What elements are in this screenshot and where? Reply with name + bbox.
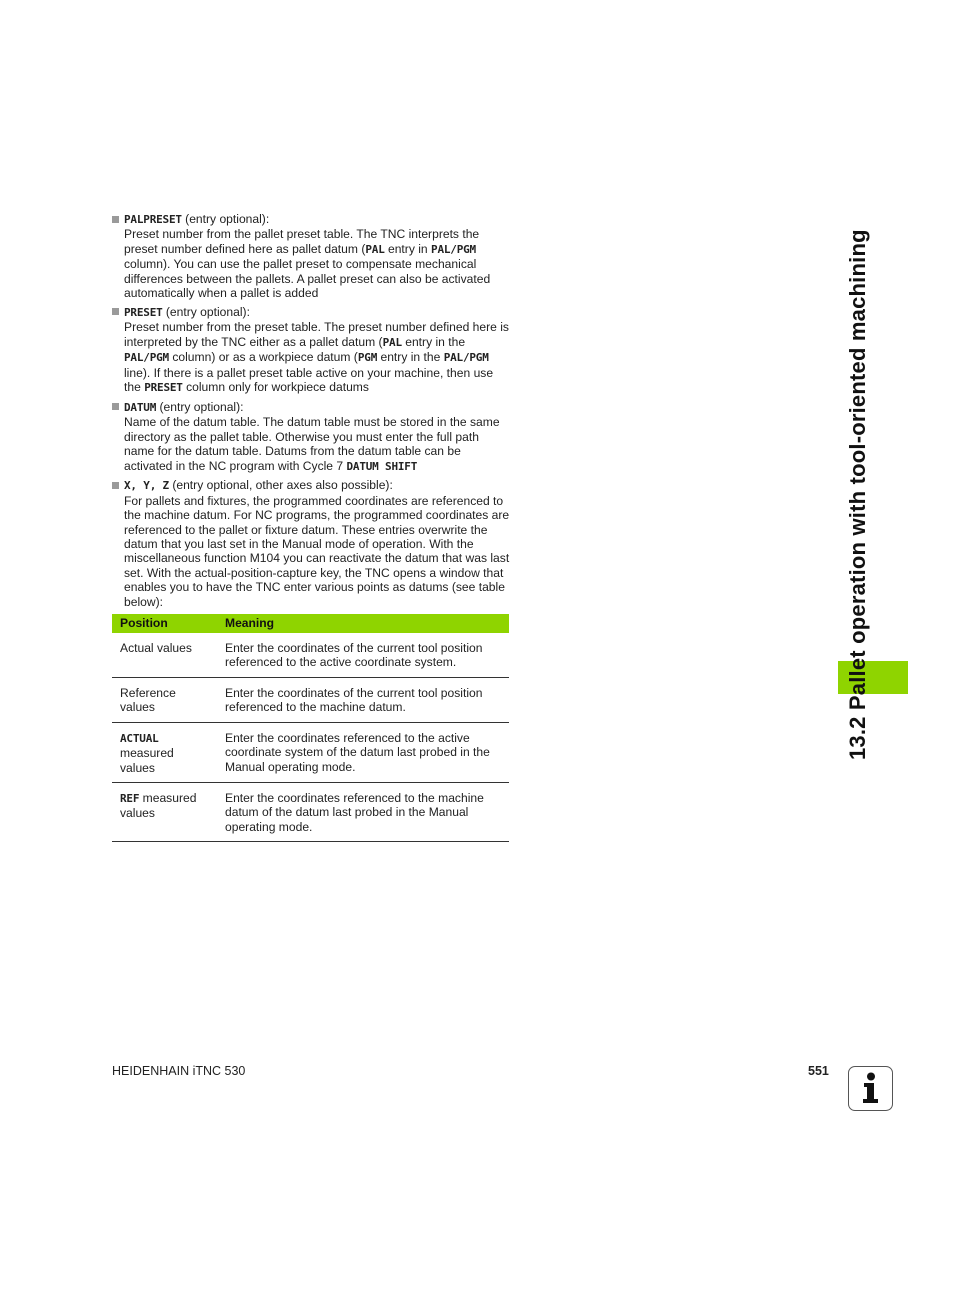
cell-position <box>112 677 217 722</box>
body-text: column only for workpiece datums <box>182 379 369 394</box>
cell-meaning: Enter the coordinates of the current tool position referenced to the active coordinate system. <box>217 633 509 677</box>
body-text: Reference values <box>120 685 176 715</box>
body-text: entry in the <box>401 334 466 349</box>
cell-position <box>112 722 217 782</box>
code-keyword: PAL/PGM <box>124 351 169 365</box>
code-keyword: X, Y, Z <box>124 479 169 493</box>
page-number: 551 <box>808 1064 829 1078</box>
code-keyword: DATUM <box>124 400 157 414</box>
body-text: Preset number from the pallet preset table. The TNC interprets the preset number defined here as pallet datum ( <box>124 227 480 256</box>
cell-position <box>112 633 217 677</box>
list-item <box>112 212 512 300</box>
code-keyword: PRESET <box>124 305 163 319</box>
cell-meaning: Enter the coordinates of the current tool position referenced to the machine datum. <box>217 677 509 722</box>
body-text: (entry optional): <box>162 304 250 319</box>
code-keyword: PAL <box>382 335 402 349</box>
body-text: entry in <box>384 241 432 256</box>
list-item <box>112 305 512 395</box>
body-text: Preset number from the preset table. The preset number defined here is interpreted by the TNC either as a pallet datum ( <box>124 320 509 349</box>
list-item <box>112 478 512 609</box>
body-text: column) or as a workpiece datum ( <box>168 350 358 365</box>
table-row <box>112 677 509 722</box>
code-keyword: REF <box>120 791 140 805</box>
code-keyword: PALPRESET <box>124 213 182 226</box>
square-bullet-icon <box>112 216 119 223</box>
code-keyword: ACTUAL <box>120 731 159 745</box>
table-row <box>112 722 509 782</box>
body-text: measured values <box>120 790 197 821</box>
body-text: (entry optional, other axes also possible): <box>168 478 393 493</box>
info-icon <box>848 1066 893 1111</box>
footer-product-name: HEIDENHAIN iTNC 530 <box>112 1064 246 1078</box>
body-text: entry in the <box>377 350 444 365</box>
item-paragraph <box>124 478 512 609</box>
header-meaning: Meaning <box>217 614 509 633</box>
body-text: For pallets and fixtures, the programmed coordinates are referenced to the machine datum. For NC programs, the programmed coordinates are referenced to the pallet or fixture datum. These entries overwrite the datum that you last set in the Manual mode of operation. With the miscellaneous function M104 you can reactivate the datum that was last set. With the actual-position-capture key, the TNC opens a window that enables you to have the TNC enter various points as datums (see table below): <box>124 493 510 609</box>
header-position: Position <box>112 614 217 633</box>
item-paragraph <box>124 305 512 395</box>
square-bullet-icon <box>112 482 119 489</box>
body-text: measured values <box>120 746 174 775</box>
item-paragraph <box>124 212 512 300</box>
cell-meaning: Enter the coordinates referenced to the machine datum of the datum last probed in the Manual operating mode. <box>217 782 509 841</box>
list-item <box>112 400 512 474</box>
body-text: Name of the datum table. The datum table must be stored in the same directory as the pallet table. Otherwise you must enter the full path name for the datum table. Datums from the datum table can be activated in the NC program with Cycle 7 <box>124 415 500 473</box>
table-header-row <box>112 614 509 633</box>
square-bullet-icon <box>112 403 119 410</box>
item-paragraph <box>124 400 512 474</box>
body-text: Actual values <box>120 641 192 656</box>
square-bullet-icon <box>112 308 119 315</box>
body-text: column). You can use the pallet preset to compensate mechanical differences between the pallets. A pallet preset can also be activated automatically when a pallet is added <box>124 257 491 301</box>
code-keyword: PAL/PGM <box>443 351 489 365</box>
body-text: line). If there is a pallet preset table active on your machine, then use the <box>124 365 494 394</box>
cell-meaning: Enter the coordinates referenced to the active coordinate system of the datum last probed in the Manual operating mode. <box>217 722 509 782</box>
cell-position <box>112 782 217 841</box>
code-keyword: PAL <box>365 242 385 256</box>
parameter-list <box>112 212 512 609</box>
table-row <box>112 782 509 841</box>
side-chapter-title: 13.2 Pallet operation with tool-oriented machining <box>845 229 870 760</box>
code-keyword: PAL/PGM <box>431 242 476 256</box>
body-text: (entry optional): <box>181 212 270 226</box>
position-meaning-table <box>112 614 509 842</box>
main-content <box>112 212 512 842</box>
body-text: (entry optional): <box>156 399 244 414</box>
code-keyword: PRESET <box>144 380 183 394</box>
code-keyword: DATUM SHIFT <box>346 459 418 473</box>
code-keyword: PGM <box>357 351 378 365</box>
table-row <box>112 633 509 677</box>
